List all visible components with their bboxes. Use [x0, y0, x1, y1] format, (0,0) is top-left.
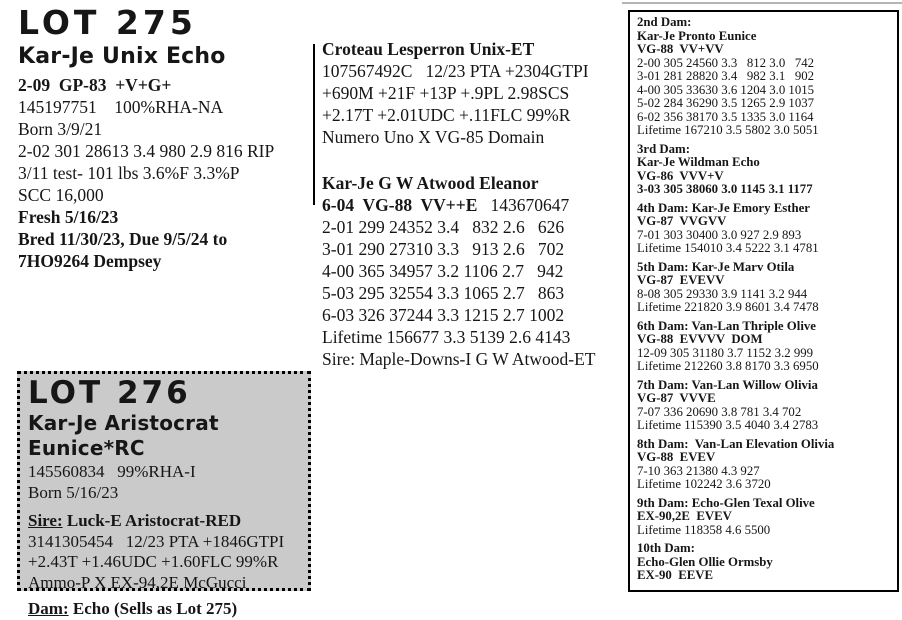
dam-record-line: Lifetime 167210 3.5 5802 3.0 5051	[637, 123, 819, 137]
dam-heading-line: 4th Dam: Kar-Je Emory Esther	[637, 200, 810, 215]
dam-record-line: 2-00 305 24560 3.3 812 3.0 742	[637, 55, 815, 70]
dam-block	[322, 172, 624, 370]
dam-heading-line: 6th Dam: Van-Lan Thriple Olive	[637, 318, 816, 333]
dam-name: Kar-Je G W Atwood Eleanor	[322, 173, 539, 193]
dam-heading-line: 3rd Dam:	[637, 141, 690, 156]
dam-record-line: 7-07 336 20690 3.8 781 3.4 702	[637, 404, 802, 419]
dam-heading-line: EX-90,2E EVEV	[637, 509, 732, 523]
dam-heading-line: 3-03 305 38060 3.0 1145 3.1 1177	[637, 182, 813, 196]
dam-record-line: 7-01 303 30400 3.0 927 2.9 893	[637, 227, 802, 242]
dam-record-line: Lifetime 115390 3.5 4040 3.4 2783	[637, 418, 819, 432]
dam-sire-line: Sire: Maple-Downs-I G W Atwood-ET	[322, 349, 596, 369]
dam-record-line: 12-09 305 31180 3.7 1152 3.2 999	[637, 345, 814, 360]
lot276-title: LOT 276	[28, 375, 191, 411]
dam-record-line: 5-03 295 32554 3.3 1065 2.7 863	[322, 283, 565, 303]
lot275-registration-line: 145197751 100%RHA-NA	[18, 97, 224, 117]
dam-registration: 143670647	[477, 195, 570, 215]
dam-score: 6-04 VG-88 VV++E	[322, 195, 478, 215]
lot275-score-line: 2-09 GP-83 +V+G+	[18, 75, 172, 95]
dam-heading-line: Kar-Je Pronto Eunice	[637, 28, 757, 43]
lot276-sire-pta-line: +2.43T +1.46UDC +1.60FLC 99%R	[28, 552, 279, 571]
dam-heading-line: VG-88 VV+VV	[637, 42, 724, 56]
sire-pta-line: +690M +21F +13P +.9PL 2.98SCS	[322, 83, 570, 103]
sire-block-rule	[313, 44, 315, 205]
dam-heading-line: 7th Dam: Van-Lan Willow Olivia	[637, 377, 818, 392]
dam-heading-line: 2nd Dam:	[637, 15, 692, 29]
dam-heading-line: 9th Dam: Echo-Glen Texal Olive	[637, 495, 815, 510]
lot276-born-line: Born 5/16/23	[28, 482, 119, 502]
dam-section	[637, 320, 895, 374]
dam-record-line: Lifetime 118358 4.6 5500	[637, 522, 771, 537]
dam-heading-line: 10th Dam:	[637, 541, 695, 555]
sire-block	[322, 38, 624, 148]
lot276-sire-name: Luck-E Aristocrat-RED	[62, 511, 242, 530]
dam-heading-line: VG-87 VVVE	[637, 391, 716, 405]
dam-heading-line: VG-88 EVEV	[637, 450, 716, 464]
dam-section	[637, 143, 895, 197]
dam-record-line: Lifetime 221820 3.9 8601 3.4 7478	[637, 300, 819, 314]
dam-record-line: 8-08 305 29330 3.9 1141 3.2 944	[637, 286, 808, 301]
lot276-registration-line: 145560834 99%RHA-I	[28, 462, 196, 481]
lot276-sire-pta-line: 3141305454 12/23 PTA +1846GTPI	[28, 531, 285, 551]
lot275-bred-line: Bred 11/30/23, Due 9/5/24 to	[18, 229, 228, 249]
sire-pedigree-line: Numero Uno X VG-85 Domain	[322, 127, 545, 147]
dam-record-line: 3-01 281 28820 3.4 982 3.1 902	[637, 69, 815, 83]
lot275-service-sire-line: 7HO9264 Dempsey	[18, 251, 162, 271]
dam-heading-line: Kar-Je Wildman Echo	[637, 155, 760, 169]
lot276-sire-line	[28, 511, 300, 532]
dam-lifetime-line: Lifetime 156677 3.3 5139 2.6 4143	[322, 327, 571, 347]
lot276-sire-pedigree-line: Ammo-P X EX-94,2E McGucci	[28, 572, 247, 592]
lot276-section	[17, 371, 311, 618]
lot275-title: LOT 275	[18, 3, 197, 42]
lot275-section	[18, 4, 314, 272]
dam-score-line	[322, 194, 624, 216]
dam-section	[637, 542, 895, 583]
dam-heading-line: EX-90 EEVE	[637, 568, 714, 582]
dam-record-line: 5-02 284 36290 3.5 1265 2.9 1037	[637, 96, 815, 110]
dam-heading-line: 8th Dam: Van-Lan Elevation Olivia	[637, 436, 835, 451]
dam-record-line: 6-02 356 38170 3.5 1335 3.0 1164	[637, 109, 814, 124]
dam-section	[637, 261, 895, 315]
dam-heading-line: VG-86 VVV+V	[637, 168, 724, 183]
dams-panel-content	[637, 16, 895, 583]
lot275-scc-line: SCC 16,000	[18, 185, 104, 205]
dam-section	[637, 438, 895, 492]
dam-record-line: 6-03 326 37244 3.3 1215 2.7 1002	[322, 305, 565, 325]
sire-label: Sire:	[28, 511, 63, 530]
lot275-fresh-line: Fresh 5/16/23	[18, 207, 119, 227]
dam-record-line: 7-10 363 21380 4.3 927	[637, 463, 760, 478]
dams-panel	[628, 10, 899, 592]
dam-record-line: Lifetime 212260 3.8 8170 3.3 6950	[637, 359, 819, 373]
lot275-born-line: Born 3/9/21	[18, 119, 103, 139]
dam-heading-line: Echo-Glen Ollie Ormsby	[637, 554, 773, 569]
dam-record-line: 2-01 299 24352 3.4 832 2.6 626	[322, 217, 565, 237]
page-scan-artifact-line	[622, 2, 902, 4]
dam-record-line: Lifetime 102242 3.6 3720	[637, 477, 771, 491]
lot275-test-line: 3/11 test- 101 lbs 3.6%F 3.3%P	[18, 163, 240, 183]
dam-heading-line: 5th Dam: Kar-Je Marv Otila	[637, 259, 795, 274]
dam-section	[637, 16, 895, 138]
lot276-dam-text: Echo (Sells as Lot 275)	[68, 599, 238, 618]
dam-heading-line: VG-88 EVVVV DOM	[637, 332, 763, 346]
sire-pta-line: 107567492C 12/23 PTA +2304GTPI	[322, 61, 589, 81]
lot275-animal-name: Kar-Je Unix Echo	[18, 44, 226, 69]
sire-pta-line: +2.17T +2.01UDC +.11FLC 99%R	[322, 105, 571, 125]
dam-heading-line: VG-87 VVGVV	[637, 214, 727, 228]
sire-name: Croteau Lesperron Unix-ET	[322, 39, 535, 59]
lot276-animal-name: Kar-Je Aristocrat Eunice*RC	[28, 411, 219, 460]
dam-heading-line: VG-87 EVEVV	[637, 273, 725, 287]
dam-label: Dam:	[28, 599, 69, 618]
pedigree-column	[322, 38, 624, 370]
dam-section	[637, 497, 895, 538]
dam-section	[637, 202, 895, 256]
dam-section	[637, 379, 895, 433]
dam-record-line: 4-00 305 33630 3.6 1204 3.0 1015	[637, 82, 815, 97]
dam-record-line: 3-01 290 27310 3.3 913 2.6 702	[322, 239, 565, 259]
lot276-dam-line	[28, 599, 300, 620]
dam-record-line: Lifetime 154010 3.4 5222 3.1 4781	[637, 241, 819, 255]
dam-record-line: 4-00 365 34957 3.2 1106 2.7 942	[322, 261, 564, 281]
lot275-record-line: 2-02 301 28613 3.4 980 2.9 816 RIP	[18, 141, 275, 161]
